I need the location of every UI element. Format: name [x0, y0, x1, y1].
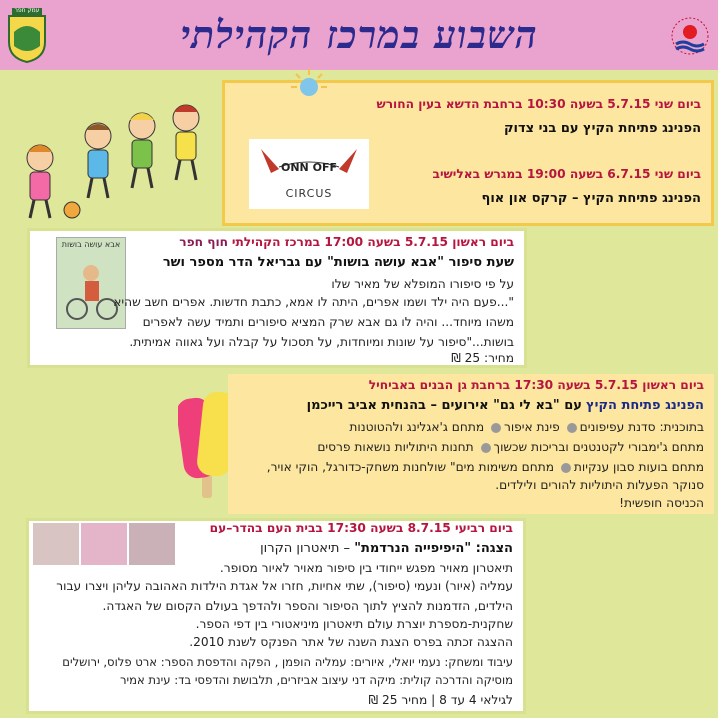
regional-council-logo	[6, 6, 48, 64]
event4-desc-3: הילדים, הזדמנות להציץ לתוך הסיפור והספר ולהדפך בעולם הקסום של האגדה.	[102, 599, 513, 613]
event4-age-price: לגילאי 4 עד 8 | מחיר 25 ₪	[368, 693, 513, 707]
bullet-icon	[491, 423, 501, 433]
event1-title: הפנינג פתיחת הקיץ עם בני צדוק	[503, 121, 701, 136]
bullet-icon	[561, 463, 571, 473]
event3-title-b: עם "בא לי גם" אירועים – בהנחית אביב רייכמן	[306, 398, 582, 413]
event4-date: ביום רביעי 8.7.15 בשעה 17:30 בבית העם בהדר–עם	[209, 521, 513, 535]
page-title: השבוע במרכז הקהילתי	[180, 12, 538, 57]
event3-title-a: הפנינג פתיחת הקיץ	[586, 398, 704, 413]
event1b-date: ביום שני 6.7.15 בשעה 19:00 במגרש באלישיב	[432, 167, 701, 181]
event4-credits-1: עיבוד ומשחק: נעמי יואלי, איורים: עמליה הופמן , הפקה והדפסת הספר: ארט פלוס, ירושלים	[62, 655, 513, 669]
event3-item-1-1: סדנת עפיפונים	[579, 420, 656, 434]
event2-location-tag: חוף חפר	[179, 235, 229, 249]
council-logo-text: עמק חפר	[14, 7, 40, 14]
event-sleeping-beauty	[26, 518, 526, 714]
bullet-icon	[481, 443, 491, 453]
event4-title-b: – תיאטרון הקרון	[260, 541, 351, 556]
show-photo-1	[33, 523, 79, 565]
event1b-title: הפנינג פתיחת הקיץ – קרקס און אוף	[481, 191, 701, 206]
show-photo-3	[129, 523, 175, 565]
event2-desc-1: "...פעם היה ילד ושמו אפרים, היתה לו אמא, כתבת חדשות. אפרים חשב שהיא	[113, 295, 514, 309]
circus-logo-text: ONN OFF	[281, 161, 337, 174]
event4-desc-4: שחקנית-מספרת יוצרת עולם תיאטרון מיניאטורי בין דפי הספר.	[195, 617, 513, 631]
event3-program-label: בתוכנית:	[659, 420, 704, 434]
event3-item-2-2: תחנות היתוליות נושאות פרסים	[317, 440, 474, 454]
event1-date: ביום שני 5.7.15 בשעה 10:30 ברחבת הדשא בעין החורש	[376, 97, 701, 111]
event3-item-2-1: מתחם ג'ימבורי לקטנטנים ובריכות שכשוך	[493, 440, 704, 454]
event4-desc-1: תיאטרון מאויר מפגש ייחודי בין סיפור מאויר לאיור מסופר.	[219, 561, 513, 575]
sun-icon	[291, 69, 327, 105]
event2-price: מחיר: 25 ₪	[451, 351, 514, 365]
event2-desc-2: משהו מיוחד... והיה לו גם אבא שרק המציא סיפורים ותמיד עשה לאפרים	[142, 315, 514, 329]
event2-date: ביום ראשון 5.7.15 בשעה 17:00 במרכז הקהילתי	[231, 235, 514, 249]
event3-item-1-2: פינת איפור	[503, 420, 560, 434]
event4-desc-2: עמליה (איור) ונעמי (סיפור), שתי אחיות, חזרו אל אגדת הילדות האהובה עליהן ויצרו עבור	[56, 579, 513, 593]
event3-line-4: סנוקר הפעלות היתוליות להורים ולילדים.	[495, 478, 704, 492]
event3-date: ביום ראשון 5.7.15 בשעה 17:30 ברחבת גן הבנים באביחיל	[368, 378, 704, 392]
event3-item-1-3: מתחם ג'אגלינג ולהטוטנות	[349, 420, 485, 434]
event3-item-3-2: מתחם משימות מים" שולחנות משחק-כדורגל, הוקי אויר,	[266, 460, 555, 474]
event4-title-a: הצגה: "היפיפייה הנרדמת"	[354, 541, 513, 556]
circus-logo-sub: CIRCUS	[285, 187, 333, 200]
event3-line-5: הכניסה חופשית!	[619, 496, 704, 510]
book-cover-image	[56, 237, 126, 329]
event-story-hour	[27, 228, 527, 368]
event2-subtitle: על פי סיפורו המופלא של מאיר שלו	[331, 277, 514, 291]
event3-item-3-1: מתחם בועות סבון ענקיות	[573, 460, 704, 474]
event4-credits-2: מוסיקה והדרכה קולית: מיקה דני עיצוב אביזרים, תלבושת והדפסי בד: עינת אמיר	[119, 673, 513, 687]
event2-desc-3: בושות..."סיפור על שונות ומיוחדות, על תסכול על קבלה ועל גאווה אמיתית.	[129, 335, 514, 349]
bullet-icon	[567, 423, 577, 433]
show-photo-2	[81, 523, 127, 565]
event-summer-happening-avichail	[228, 374, 714, 514]
community-center-logo	[666, 4, 714, 66]
circus-logo	[249, 139, 369, 209]
event2-title: שעת סיפור "אבא עושה בושות" עם גבריאל הדר מספר ושר	[162, 255, 514, 270]
kids-illustration	[6, 86, 218, 226]
book-cover-title: אבא עושה בושות	[61, 240, 121, 249]
event-summer-opening	[222, 80, 714, 226]
event4-desc-5: ההצגה זכתה בפרס הצגת השנה של אתר הפנקס לשנת 2010.	[189, 635, 513, 649]
